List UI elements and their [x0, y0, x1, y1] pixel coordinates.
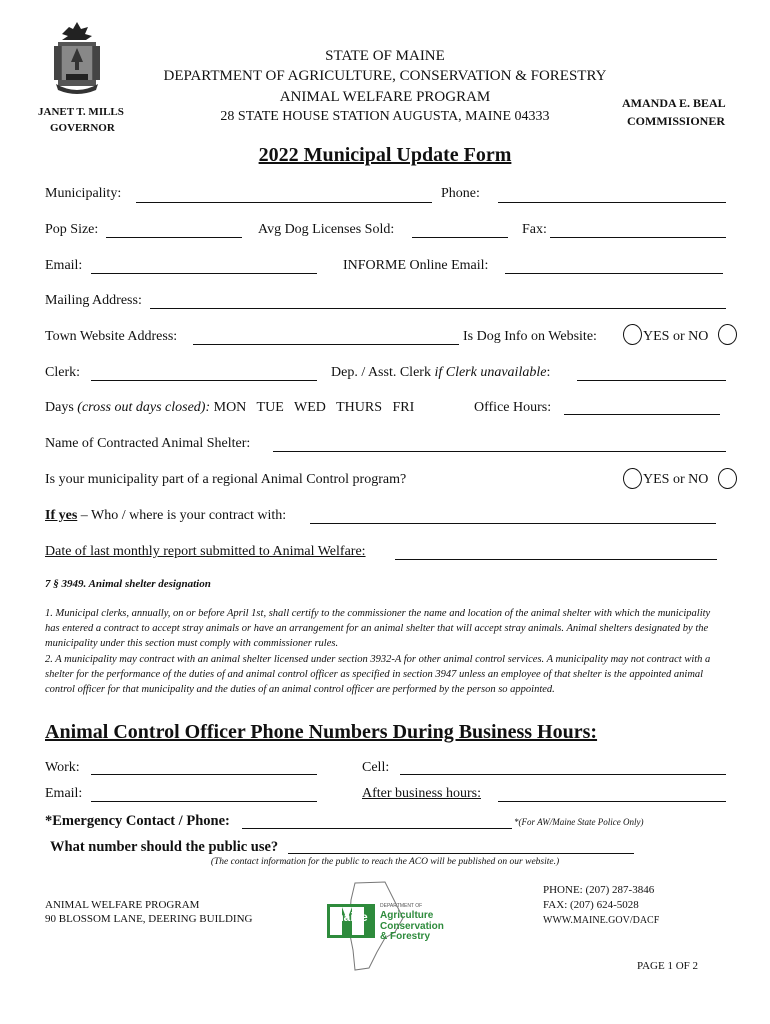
dep-clerk-label: Dep. / Asst. Clerk if Clerk unavailable: — [331, 365, 551, 380]
emergency-contact-field[interactable] — [242, 828, 512, 829]
dog-info-yes-no: YES or NO — [643, 329, 709, 344]
governor-name: JANET T. MILLS — [38, 106, 124, 118]
footer-fax: FAX: (207) 624-5028 — [543, 899, 639, 911]
yes-circle[interactable] — [623, 324, 642, 345]
aco-after-hours-field[interactable] — [498, 801, 726, 802]
regional-yes-no: YES or NO — [643, 472, 709, 487]
if-yes-field[interactable] — [310, 523, 716, 524]
aco-cell-label: Cell: — [362, 760, 390, 775]
mailing-address-label: Mailing Address: — [45, 293, 142, 308]
municipality-field[interactable] — [136, 202, 432, 203]
footer-address: 90 BLOSSOM LANE, DEERING BUILDING — [45, 913, 253, 925]
logo-maine-text: maine — [333, 910, 368, 924]
aco-work-label: Work: — [45, 760, 80, 775]
dep-clerk-text: Dep. / Asst. Clerk — [331, 365, 431, 380]
clerk-label: Clerk: — [45, 365, 80, 380]
days-label — [45, 400, 414, 416]
statute-heading: 7 § 3949. Animal shelter designation — [45, 578, 211, 590]
aco-cell-field[interactable] — [400, 774, 726, 775]
header-program: ANIMAL WELFARE PROGRAM — [279, 89, 491, 105]
town-website-label: Town Website Address: — [45, 329, 178, 344]
if-yes-text: – Who / where is your contract with: — [80, 508, 287, 523]
logo-line-1: Agriculture — [380, 910, 434, 921]
statute-paragraph-2: 2. A municipality may contract with an animal shelter licensed under section 3932-A for other animal control services. A municipality may not contract with a shelter for the performance of the duties of and animal control officer as specified in section 3947 unless an employee of that shelter is the appointed animal control officer for that municipality and the duties of an animal control officer are performed by the person so appointed. — [45, 654, 711, 695]
no-circle[interactable] — [718, 324, 737, 345]
regional-label: Is your municipality part of a regional Animal Control program? — [45, 472, 407, 487]
informe-email-label: INFORME Online Email: — [343, 258, 489, 273]
governor-title: GOVERNOR — [50, 122, 115, 134]
regional-yes-circle[interactable] — [623, 468, 642, 489]
public-number-field[interactable] — [288, 853, 634, 854]
page-number: PAGE 1 OF 2 — [637, 960, 699, 972]
aco-after-hours-label: After business hours: — [362, 786, 481, 801]
regional-no-circle[interactable] — [718, 468, 737, 489]
header-address: 28 STATE HOUSE STATION AUGUSTA, MAINE 04333 — [220, 109, 550, 124]
dog-info-label: Is Dog Info on Website: — [463, 329, 597, 344]
avg-dog-licenses-field[interactable] — [412, 237, 508, 238]
logo-dept-of: DEPARTMENT OF — [380, 903, 423, 909]
fax-field[interactable] — [550, 237, 726, 238]
avg-dog-licenses-label: Avg Dog Licenses Sold: — [258, 222, 395, 237]
emergency-contact-label: *Emergency Contact / Phone: — [45, 813, 230, 829]
emergency-contact-note: *(For AW/Maine State Police Only) — [514, 817, 644, 827]
email-label: Email: — [45, 258, 83, 273]
fax-label: Fax: — [522, 222, 547, 237]
header-state: STATE OF MAINE — [325, 48, 445, 64]
clerk-field[interactable] — [91, 380, 317, 381]
office-hours-label: Office Hours: — [474, 400, 552, 415]
aco-work-field[interactable] — [91, 774, 317, 775]
shelter-field[interactable] — [273, 451, 726, 452]
public-number-label: What number should the public use? — [50, 839, 279, 855]
footer-phone: PHONE: (207) 287-3846 — [543, 884, 655, 896]
email-field[interactable] — [91, 273, 317, 274]
if-yes-label — [45, 508, 286, 524]
shelter-label: Name of Contracted Animal Shelter: — [45, 436, 251, 451]
days-note: (cross out days closed): — [77, 400, 211, 415]
logo-line-3: & Forestry — [380, 931, 431, 942]
aco-heading: Animal Control Officer Phone Numbers During Business Hours: — [45, 721, 598, 743]
footer-program: ANIMAL WELFARE PROGRAM — [45, 899, 200, 911]
pop-size-field[interactable] — [106, 237, 242, 238]
pop-size-label: Pop Size: — [45, 222, 99, 237]
aco-email-label: Email: — [45, 786, 83, 801]
logo-line-2: Conservation — [380, 921, 444, 932]
footer-website[interactable]: WWW.MAINE.GOV/DACF — [543, 915, 660, 926]
statute-paragraph-1: 1. Municipal clerks, annually, on or before April 1st, shall certify to the commissioner the name and location of the animal shelter with which the municipality has entered a contract to accept stray animals or have an arrangement for an animal shelter that will accept stray animals. Animal shelters designated by the municipality under this section must comply with commissioner rules. — [45, 608, 711, 649]
phone-label: Phone: — [441, 186, 480, 201]
office-hours-field[interactable] — [564, 414, 720, 415]
mailing-address-field[interactable] — [150, 308, 726, 309]
days-text: Days — [45, 400, 74, 415]
commissioner-name: AMANDA E. BEAL — [622, 96, 726, 110]
dep-clerk-field[interactable] — [577, 380, 726, 381]
informe-email-field[interactable] — [505, 273, 723, 274]
header-department: DEPARTMENT OF AGRICULTURE, CONSERVATION & FORESTRY — [163, 68, 607, 84]
phone-field[interactable] — [498, 202, 726, 203]
last-report-label: Date of last monthly report submitted to Animal Welfare: — [45, 544, 366, 559]
public-number-note: (The contact information for the public to reach the ACO will be published on our website.) — [210, 857, 560, 867]
municipality-label: Municipality: — [45, 186, 122, 201]
dep-clerk-note: if Clerk unavailable — [434, 365, 547, 380]
if-yes-bold: If yes — [45, 508, 78, 523]
days-list: MON TUE WED THURS FRI — [213, 400, 415, 415]
form-title: 2022 Municipal Update Form — [258, 144, 512, 166]
town-website-field[interactable] — [193, 344, 459, 345]
last-report-field[interactable] — [395, 559, 717, 560]
aco-email-field[interactable] — [91, 801, 317, 802]
commissioner-title: COMMISSIONER — [627, 114, 726, 128]
